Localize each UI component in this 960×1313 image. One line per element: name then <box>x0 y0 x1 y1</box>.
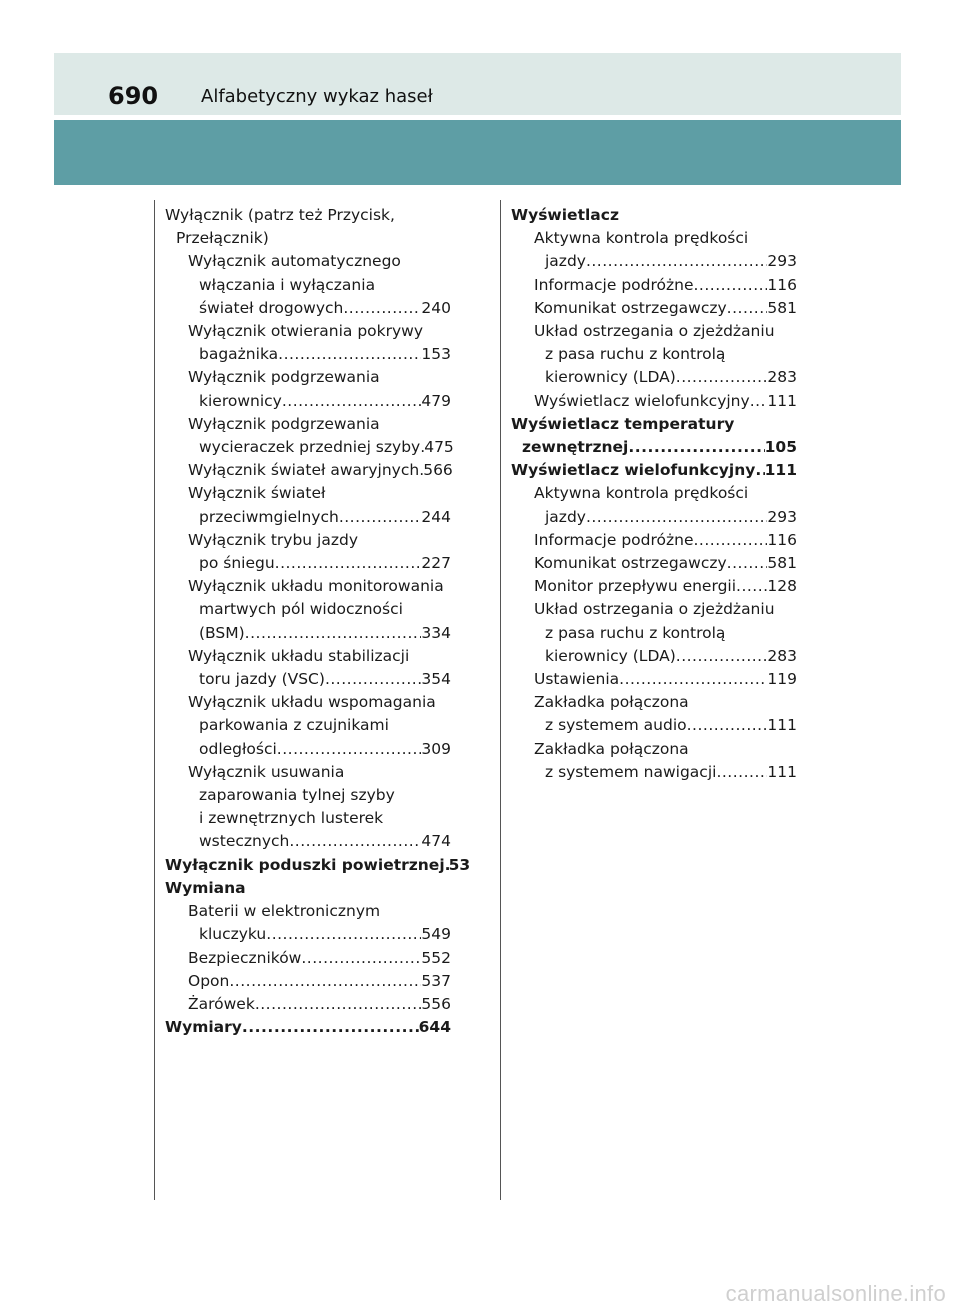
entry-text: Komunikat ostrzegawczy <box>534 298 727 317</box>
header-band-light <box>54 53 901 115</box>
index-entry: Układ ostrzegania o zjeżdżaniu <box>534 322 775 341</box>
index-entry: Zakładka połączona <box>534 693 689 712</box>
dot-leader <box>755 459 764 482</box>
index-entry-with-page <box>511 645 797 668</box>
entry-text: Informacje podróżne <box>534 275 694 294</box>
index-entry-with-page <box>511 366 797 389</box>
page-reference: 105 <box>764 438 797 457</box>
index-entry-with-page <box>165 970 451 993</box>
page-reference: 283 <box>767 368 797 387</box>
index-entry-with-page <box>511 668 797 691</box>
index-entry: z pasa ruchu z kontrolą <box>545 623 726 642</box>
dot-leader <box>301 947 421 970</box>
dot-leader <box>727 552 768 575</box>
page-reference: 116 <box>767 530 797 549</box>
entry-text: wstecznych <box>199 832 290 851</box>
entry-text: wycieraczek przedniej szyby <box>199 438 421 457</box>
page-reference: 479 <box>421 391 451 410</box>
index-entry-with-page <box>165 947 451 970</box>
entry-text: Wyłącznik świateł awaryjnych <box>188 461 420 480</box>
page-reference: 227 <box>421 554 451 573</box>
index-entry: parkowania z czujnikami <box>199 716 389 735</box>
index-entry: Wyłącznik automatycznego <box>188 252 401 271</box>
watermark-text: carmanualsonline.info <box>725 1281 946 1306</box>
index-entry-with-page <box>165 297 451 320</box>
index-entry-with-page <box>165 993 451 1016</box>
index-entry-with-page <box>165 552 451 575</box>
dot-leader <box>242 1016 419 1039</box>
page-reference: 116 <box>767 275 797 294</box>
index-entry: martwych pól widoczności <box>199 600 403 619</box>
index-entry: Wyświetlacz <box>511 206 619 224</box>
index-entry-with-page <box>511 529 797 552</box>
index-entry: z pasa ruchu z kontrolą <box>545 345 726 364</box>
dot-leader <box>619 668 767 691</box>
index-entry: Zakładka połączona <box>534 739 689 758</box>
entry-text: (BSM) <box>199 623 245 642</box>
index-entry-with-page <box>511 250 797 273</box>
entry-text: Wymiary <box>165 1018 242 1037</box>
page-reference: 537 <box>421 971 451 990</box>
entry-text: Wyłącznik poduszki powietrznej <box>165 855 445 874</box>
page-reference: 111 <box>764 461 797 480</box>
entry-text: Monitor przepływu energii <box>534 577 737 596</box>
page-reference: 111 <box>767 716 797 735</box>
index-entry: Układ ostrzegania o zjeżdżaniu <box>534 600 775 619</box>
page-reference: 556 <box>421 994 451 1013</box>
index-entry-with-page <box>511 459 797 482</box>
dot-leader <box>716 761 767 784</box>
entry-text: Żarówek <box>188 994 255 1013</box>
index-entry: i zewnętrznych lusterek <box>199 809 384 828</box>
index-entry-with-page <box>165 459 451 482</box>
index-entry-with-page <box>165 1016 451 1039</box>
index-entry: Wyłącznik (patrz też Przycisk, <box>165 206 395 224</box>
index-entry-with-page <box>165 923 451 946</box>
page-reference: 293 <box>767 507 797 526</box>
page-reference: 240 <box>421 298 451 317</box>
page-number: 690 <box>108 82 159 110</box>
index-entry: Wyłącznik otwierania pokrywy <box>188 322 424 341</box>
dot-leader <box>278 343 421 366</box>
dot-leader <box>687 714 768 737</box>
dot-leader <box>750 390 768 413</box>
page-reference: 581 <box>767 298 797 317</box>
page-reference: 293 <box>767 252 797 271</box>
index-entry: Aktywna kontrola prędkości <box>534 484 749 503</box>
index-entry: Przełącznik) <box>176 229 269 248</box>
index-entry: Wyłącznik podgrzewania <box>188 368 380 387</box>
entry-text: kluczyku <box>199 925 267 944</box>
page-reference: 111 <box>767 762 797 781</box>
page-reference: 53 <box>448 855 471 874</box>
dot-leader <box>694 529 768 552</box>
entry-text: bagażnika <box>199 345 279 364</box>
header-band-dark <box>54 120 901 185</box>
page-reference: 334 <box>421 623 451 642</box>
index-entry: włączania i wyłączania <box>199 275 376 294</box>
entry-text: Informacje podróżne <box>534 530 694 549</box>
entry-text: zewnętrznej <box>522 438 629 457</box>
index-entry-with-page <box>165 436 454 459</box>
entry-text: Ustawienia <box>534 670 620 689</box>
index-entry-with-page <box>511 575 797 598</box>
dot-leader <box>727 297 768 320</box>
index-entry-with-page <box>165 390 451 413</box>
index-entry-with-page <box>511 436 797 459</box>
page-reference: 581 <box>767 554 797 573</box>
index-entry: Wyświetlacz temperatury <box>511 414 735 433</box>
index-entry-with-page <box>165 343 451 366</box>
index-column-left <box>165 204 471 1039</box>
page-reference: 244 <box>421 507 451 526</box>
entry-text: jazdy <box>545 507 586 526</box>
dot-leader <box>245 622 422 645</box>
dot-leader <box>277 738 422 761</box>
page-reference: 354 <box>421 670 451 689</box>
index-entry: Wyłącznik podgrzewania <box>188 414 380 433</box>
entry-text: toru jazdy (VSC) <box>199 670 325 689</box>
page-reference: 474 <box>421 832 451 851</box>
dot-leader <box>676 645 768 668</box>
index-entry-with-page <box>511 761 797 784</box>
index-entry-with-page <box>511 274 797 297</box>
index-entry-with-page <box>511 297 797 320</box>
index-entry-with-page <box>511 714 797 737</box>
index-entry: zaparowania tylnej szyby <box>199 786 395 805</box>
dot-leader <box>289 830 421 853</box>
page-reference: 111 <box>767 391 797 410</box>
page-reference: 283 <box>767 646 797 665</box>
page-reference: 549 <box>421 925 451 944</box>
entry-text: przeciwmgielnych <box>199 507 339 526</box>
entry-text: Opon <box>188 971 230 990</box>
dot-leader <box>229 970 421 993</box>
page-reference: 153 <box>421 345 451 364</box>
index-column-right <box>511 204 797 784</box>
entry-text: z systemem nawigacji <box>545 762 717 781</box>
page-reference: 128 <box>767 577 797 596</box>
index-entry: Wyłącznik układu stabilizacji <box>188 646 410 665</box>
dot-leader <box>676 366 768 389</box>
dot-leader <box>266 923 421 946</box>
index-entry-with-page <box>165 506 451 529</box>
dot-leader <box>736 575 767 598</box>
index-entry: Aktywna kontrola prędkości <box>534 229 749 248</box>
index-entry: Wymiana <box>165 878 246 897</box>
index-entry: Wyłącznik układu wspomagania <box>188 693 436 712</box>
dot-leader <box>339 506 422 529</box>
dot-leader <box>586 250 767 273</box>
entry-text: jazdy <box>545 252 586 271</box>
entry-text: kierownicy (LDA) <box>545 368 676 387</box>
entry-text: świateł drogowych <box>199 298 344 317</box>
entry-text: kierownicy (LDA) <box>545 646 676 665</box>
page-reference: 644 <box>418 1018 451 1037</box>
index-entry-with-page <box>165 854 471 877</box>
index-entry-with-page <box>511 506 797 529</box>
index-entry-with-page <box>165 668 451 691</box>
page-reference: 552 <box>421 948 451 967</box>
dot-leader <box>282 390 422 413</box>
index-entry-with-page <box>165 622 451 645</box>
index-entry: Wyłącznik usuwania <box>188 762 345 781</box>
entry-text: z systemem audio <box>545 716 687 735</box>
column-divider-right <box>500 200 501 1200</box>
entry-text: Wyświetlacz wielofunkcyjny <box>534 391 750 410</box>
index-entry-with-page <box>511 390 797 413</box>
index-entry: Wyłącznik świateł <box>188 484 326 503</box>
page-reference: 309 <box>421 739 451 758</box>
entry-text: kierownicy <box>199 391 282 410</box>
dot-leader <box>694 274 768 297</box>
section-title: Alfabetyczny wykaz haseł <box>201 86 433 107</box>
dot-leader <box>325 668 421 691</box>
index-entry: Wyłącznik układu monitorowania <box>188 577 444 596</box>
page-reference: 475 <box>424 438 454 457</box>
dot-leader <box>586 506 767 529</box>
index-entry: Baterii w elektronicznym <box>188 902 381 921</box>
page-reference: 566 <box>423 461 453 480</box>
entry-text: Wyświetlacz wielofunkcyjny <box>511 461 756 480</box>
dot-leader <box>628 436 764 459</box>
entry-text: Komunikat ostrzegawczy <box>534 554 727 573</box>
index-entry-with-page <box>511 552 797 575</box>
index-entry-with-page <box>165 830 451 853</box>
index-entry-with-page <box>165 738 451 761</box>
dot-leader <box>255 993 422 1016</box>
page-reference: 119 <box>767 670 797 689</box>
index-entry: Wyłącznik trybu jazdy <box>188 530 358 549</box>
entry-text: po śniegu <box>199 554 275 573</box>
dot-leader <box>343 297 421 320</box>
dot-leader <box>275 552 422 575</box>
column-divider-left <box>154 200 155 1200</box>
entry-text: odległości <box>199 739 277 758</box>
entry-text: Bezpieczników <box>188 948 302 967</box>
